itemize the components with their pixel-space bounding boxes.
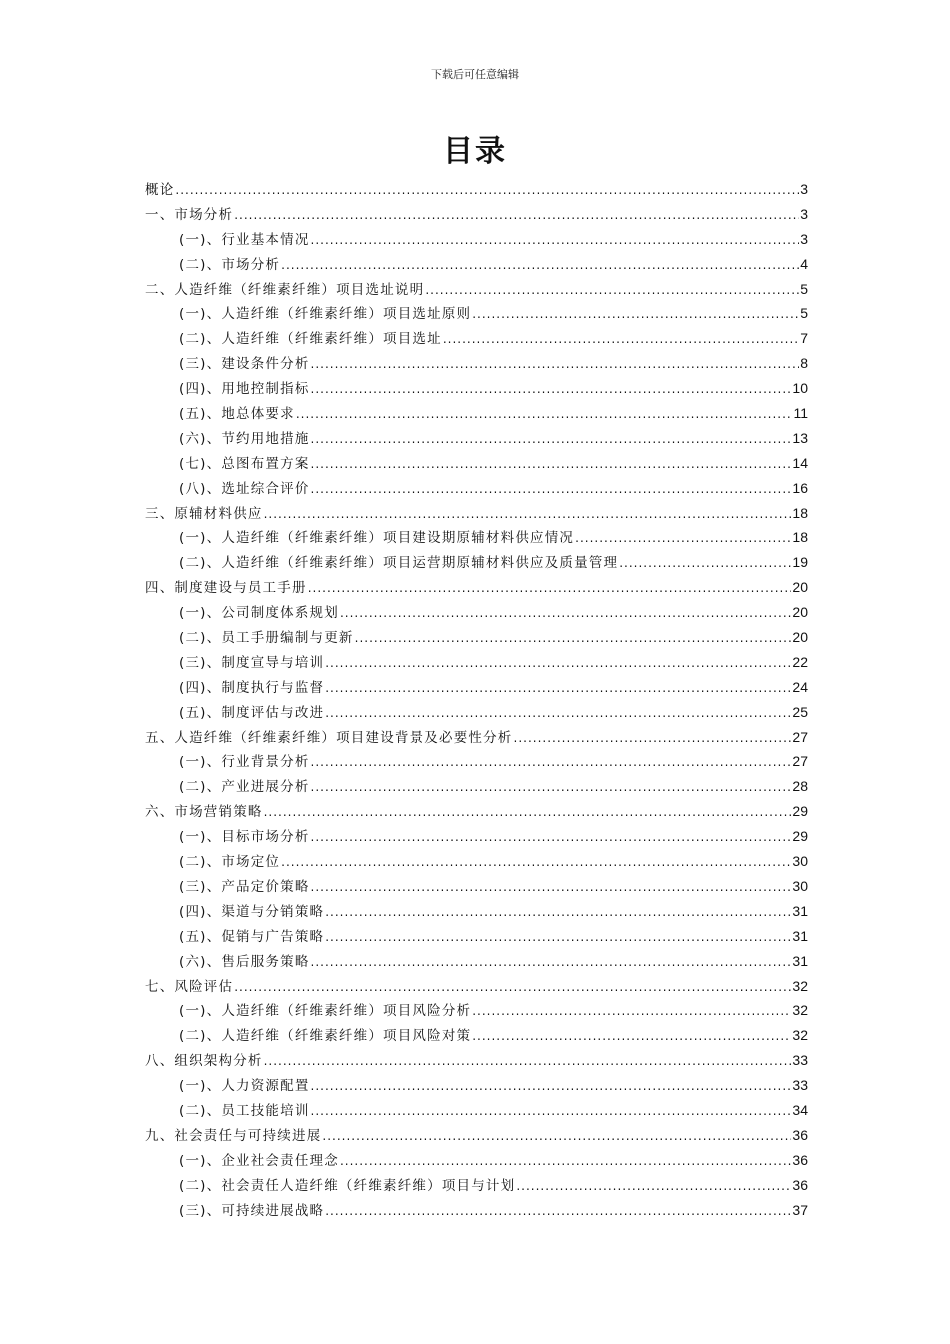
toc-entry[interactable] (145, 525, 808, 550)
toc-entry[interactable] (145, 351, 808, 376)
toc-entry-label: (三)、制度宣导与培训 (179, 654, 325, 671)
toc-leader-dots (281, 253, 799, 278)
toc-entry-label: (二)、人造纤维（纤维素纤维）项目选址 (179, 331, 442, 348)
toc-entry-page-number: 34 (792, 1101, 808, 1118)
toc-entry-label: 八、组织架构分析 (145, 1053, 263, 1070)
toc-leader-dots (472, 1024, 791, 1049)
toc-entry-label: (一)、人造纤维（纤维素纤维）项目风险分析 (179, 1003, 472, 1020)
toc-entry[interactable] (145, 974, 808, 999)
toc-entry-label: (六)、节约用地措施 (179, 430, 310, 447)
toc-entry[interactable] (145, 1198, 808, 1223)
toc-entry-label: (五)、促销与广告策略 (179, 928, 325, 945)
toc-entry-page-number: 13 (792, 429, 808, 446)
toc-entry[interactable] (145, 749, 808, 774)
toc-leader-dots (472, 999, 791, 1024)
toc-entry[interactable] (145, 202, 808, 227)
toc-leader-dots (340, 1149, 791, 1174)
toc-entry-label: 四、制度建设与员工手册 (145, 580, 307, 597)
toc-entry[interactable] (145, 1023, 808, 1048)
toc-leader-dots (311, 427, 792, 452)
table-of-contents (145, 177, 808, 1222)
toc-leader-dots (325, 900, 791, 925)
toc-entry-label: (二)、员工手册编制与更新 (179, 630, 354, 647)
toc-entry-label: (三)、产品定价策略 (179, 878, 310, 895)
toc-entry-label: (一)、人造纤维（纤维素纤维）项目建设期原辅材料供应情况 (179, 530, 575, 547)
toc-entry[interactable] (145, 924, 808, 949)
toc-entry[interactable] (145, 501, 808, 526)
toc-entry-label: (四)、制度执行与监督 (179, 679, 325, 696)
toc-entry-page-number: 3 (800, 230, 808, 247)
toc-entry[interactable] (145, 227, 808, 252)
toc-entry-label: (五)、地总体要求 (179, 406, 295, 423)
toc-entry-label: (五)、制度评估与改进 (179, 704, 325, 721)
toc-entry-label: (六)、售后服务策略 (179, 953, 310, 970)
toc-entry-label: (二)、社会责任人造纤维（纤维素纤维）项目与计划 (179, 1177, 516, 1194)
toc-entry-page-number: 20 (792, 579, 808, 596)
toc-entry[interactable] (145, 326, 808, 351)
toc-entry-label: (三)、可持续进展战略 (179, 1202, 325, 1219)
toc-leader-dots (311, 452, 792, 477)
toc-entry-page-number: 8 (800, 355, 808, 372)
toc-leader-dots (619, 551, 791, 576)
toc-leader-dots (234, 975, 791, 1000)
toc-entry-label: 九、社会责任与可持续进展 (145, 1127, 322, 1144)
toc-entry-page-number: 16 (792, 479, 808, 496)
toc-entry-label: (一)、人力资源配置 (179, 1078, 310, 1095)
toc-entry-label: (三)、建设条件分析 (179, 356, 310, 373)
toc-leader-dots (311, 352, 800, 377)
toc-entry[interactable] (145, 550, 808, 575)
toc-entry-page-number: 7 (800, 330, 808, 347)
toc-entry-page-number: 30 (792, 877, 808, 894)
toc-entry[interactable] (145, 799, 808, 824)
toc-entry[interactable] (145, 774, 808, 799)
toc-leader-dots (325, 676, 791, 701)
toc-entry[interactable] (145, 725, 808, 750)
toc-leader-dots (311, 228, 800, 253)
toc-entry-page-number: 25 (792, 703, 808, 720)
toc-leader-dots (575, 526, 791, 551)
toc-entry-page-number: 14 (792, 454, 808, 471)
toc-entry[interactable] (145, 849, 808, 874)
toc-entry-label: (二)、人造纤维（纤维素纤维）项目风险对策 (179, 1028, 472, 1045)
toc-entry-page-number: 30 (792, 853, 808, 870)
toc-entry-page-number: 28 (792, 778, 808, 795)
toc-leader-dots (311, 1074, 792, 1099)
toc-leader-dots (264, 800, 792, 825)
toc-entry-label: (四)、用地控制指标 (179, 381, 310, 398)
toc-leader-dots (514, 726, 792, 751)
toc-leader-dots (311, 750, 792, 775)
toc-entry[interactable] (145, 301, 808, 326)
toc-entry-page-number: 37 (792, 1201, 808, 1218)
toc-entry[interactable] (145, 575, 808, 600)
toc-leader-dots (311, 825, 792, 850)
toc-leader-dots (264, 1049, 792, 1074)
toc-entry[interactable] (145, 1048, 808, 1073)
toc-entry-page-number: 36 (792, 1151, 808, 1168)
toc-entry[interactable] (145, 376, 808, 401)
toc-entry[interactable] (145, 426, 808, 451)
toc-entry-label: 五、人造纤维（纤维素纤维）项目建设背景及必要性分析 (145, 729, 513, 746)
toc-entry-label: (一)、行业基本情况 (179, 231, 310, 248)
toc-entry[interactable] (145, 252, 808, 277)
toc-leader-dots (311, 950, 792, 975)
toc-entry[interactable] (145, 600, 808, 625)
toc-leader-dots (311, 1099, 792, 1124)
toc-leader-dots (516, 1174, 791, 1199)
toc-leader-dots (281, 850, 791, 875)
toc-entry-label: (一)、公司制度体系规划 (179, 605, 339, 622)
toc-entry[interactable] (145, 1173, 808, 1198)
toc-entry-label: (一)、行业背景分析 (179, 754, 310, 771)
toc-entry[interactable] (145, 949, 808, 974)
toc-entry[interactable] (145, 277, 808, 302)
toc-leader-dots (311, 377, 792, 402)
toc-entry-label: (一)、人造纤维（纤维素纤维）项目选址原则 (179, 306, 472, 323)
page-title: 目录 (443, 134, 507, 169)
toc-leader-dots (340, 601, 791, 626)
toc-entry-page-number: 31 (792, 902, 808, 919)
toc-leader-dots (472, 302, 799, 327)
toc-entry[interactable] (145, 476, 808, 501)
toc-entry[interactable] (145, 1098, 808, 1123)
toc-entry-page-number: 5 (800, 280, 808, 297)
toc-leader-dots (325, 651, 791, 676)
toc-entry-page-number: 18 (792, 504, 808, 521)
toc-leader-dots (425, 278, 799, 303)
toc-entry[interactable] (145, 625, 808, 650)
toc-entry-page-number: 33 (792, 1052, 808, 1069)
toc-entry-page-number: 33 (792, 1077, 808, 1094)
toc-entry[interactable] (145, 1123, 808, 1148)
toc-entry-label: (四)、渠道与分销策略 (179, 903, 325, 920)
toc-entry-page-number: 20 (792, 604, 808, 621)
toc-entry[interactable] (145, 451, 808, 476)
toc-leader-dots (325, 701, 791, 726)
toc-leader-dots (443, 327, 799, 352)
toc-entry[interactable] (145, 824, 808, 849)
toc-entry[interactable] (145, 177, 808, 202)
toc-leader-dots (308, 576, 792, 601)
toc-entry-page-number: 5 (800, 305, 808, 322)
toc-entry-label: 二、人造纤维（纤维素纤维）项目选址说明 (145, 281, 425, 298)
toc-entry-label: (一)、企业社会责任理念 (179, 1152, 339, 1169)
toc-entry-page-number: 10 (792, 380, 808, 397)
toc-entry-label: (二)、市场分析 (179, 256, 281, 273)
toc-entry-page-number: 11 (793, 405, 808, 422)
toc-entry[interactable] (145, 401, 808, 426)
toc-entry-label: 六、市场营销策略 (145, 804, 263, 821)
toc-entry-page-number: 22 (792, 653, 808, 670)
toc-entry-page-number: 31 (792, 927, 808, 944)
toc-entry-page-number: 32 (792, 977, 808, 994)
toc-entry-label: 概论 (145, 182, 175, 198)
toc-entry-page-number: 3 (800, 205, 808, 222)
toc-entry-page-number: 29 (792, 828, 808, 845)
toc-leader-dots (234, 203, 799, 228)
toc-entry-page-number: 36 (792, 1126, 808, 1143)
toc-entry-label: (二)、市场定位 (179, 854, 281, 871)
toc-entry[interactable] (145, 998, 808, 1023)
toc-entry-page-number: 19 (792, 554, 808, 571)
toc-entry-label: (一)、目标市场分析 (179, 829, 310, 846)
toc-entry-page-number: 18 (792, 529, 808, 546)
toc-entry[interactable] (145, 700, 808, 725)
toc-entry[interactable] (145, 650, 808, 675)
toc-entry[interactable] (145, 1148, 808, 1173)
toc-entry[interactable] (145, 1073, 808, 1098)
toc-entry-label: 一、市场分析 (145, 206, 234, 223)
toc-entry-page-number: 27 (792, 753, 808, 770)
toc-entry[interactable] (145, 675, 808, 700)
toc-entry-label: (八)、选址综合评价 (179, 480, 310, 497)
toc-leader-dots (296, 402, 793, 427)
toc-leader-dots (264, 502, 792, 527)
toc-leader-dots (325, 1199, 791, 1224)
toc-leader-dots (311, 775, 792, 800)
toc-entry-page-number: 36 (792, 1176, 808, 1193)
toc-entry-page-number: 32 (792, 1002, 808, 1019)
toc-entry-page-number: 32 (792, 1027, 808, 1044)
toc-entry-label: 七、风险评估 (145, 978, 234, 995)
toc-leader-dots (325, 925, 791, 950)
toc-entry[interactable] (145, 874, 808, 899)
toc-leader-dots (175, 178, 799, 203)
toc-entry-page-number: 3 (800, 181, 808, 197)
toc-leader-dots (311, 477, 792, 502)
toc-entry-label: 三、原辅材料供应 (145, 505, 263, 522)
toc-entry-label: (二)、产业进展分析 (179, 779, 310, 796)
toc-entry-page-number: 4 (800, 255, 808, 272)
toc-leader-dots (311, 875, 792, 900)
toc-entry-page-number: 24 (792, 678, 808, 695)
toc-entry-page-number: 27 (792, 728, 808, 745)
header-note: 下载后可任意编辑 (431, 68, 519, 81)
toc-entry-page-number: 29 (792, 803, 808, 820)
toc-entry[interactable] (145, 899, 808, 924)
toc-leader-dots (322, 1124, 791, 1149)
toc-entry-page-number: 31 (792, 952, 808, 969)
toc-leader-dots (355, 626, 792, 651)
toc-entry-label: (七)、总图布置方案 (179, 455, 310, 472)
toc-entry-label: (二)、人造纤维（纤维素纤维）项目运营期原辅材料供应及质量管理 (179, 555, 619, 572)
toc-entry-page-number: 20 (792, 629, 808, 646)
toc-entry-label: (二)、员工技能培训 (179, 1102, 310, 1119)
